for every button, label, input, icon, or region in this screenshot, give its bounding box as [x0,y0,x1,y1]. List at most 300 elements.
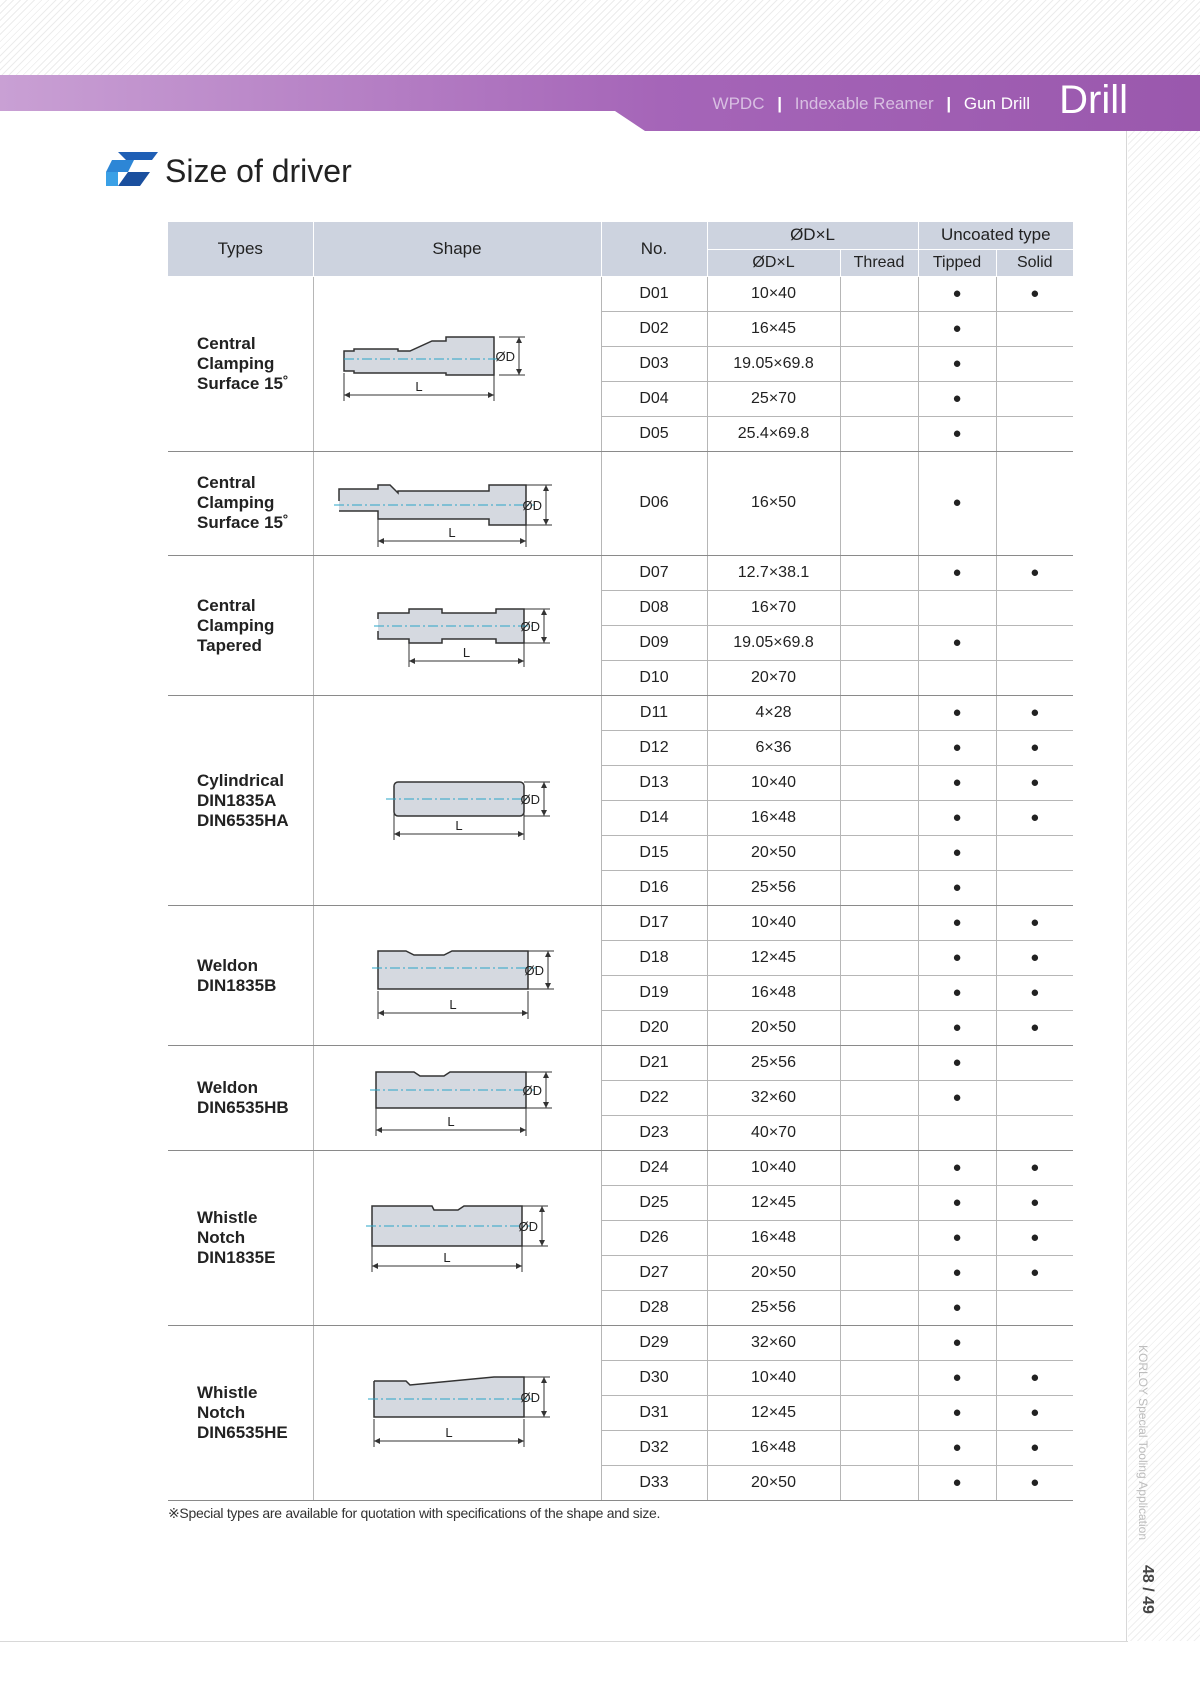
availability-dot: ● [952,1019,962,1037]
breadcrumb-nav [713,94,1030,114]
availability-dot: ● [952,879,962,897]
availability-dot: ● [952,1159,962,1177]
no-cell: D24 [601,1151,707,1186]
availability-dot: ● [1030,1264,1040,1282]
no-cell: D03 [601,346,707,381]
tipped-cell [918,731,996,766]
no-cell: D17 [601,906,707,941]
tipped-cell [918,1221,996,1256]
tipped-cell [918,1186,996,1221]
tipped-cell [918,451,996,556]
type-line: Surface 15˚ [197,513,289,533]
type-line: Central [197,595,256,615]
length-label: L [448,997,457,1013]
no-cell: D09 [601,626,707,661]
thread-cell [840,836,918,871]
tipped-cell [918,346,996,381]
no-cell: D18 [601,941,707,976]
diameter-label: ØD [522,1082,542,1098]
availability-dot: ● [952,1264,962,1282]
availability-dot: ● [952,704,962,722]
solid-cell [996,1046,1073,1081]
no-cell: D21 [601,1046,707,1081]
availability-dot: ● [1030,1194,1040,1212]
type-line: Whistle [197,1383,258,1403]
thread-cell [840,381,918,416]
no-cell: D12 [601,731,707,766]
driver-shape-drawing [314,1160,602,1317]
availability-dot: ● [1030,1369,1040,1387]
shape-cell [313,1151,601,1326]
diameter-label: ØD [495,349,515,364]
availability-dot: ● [952,1404,962,1422]
diameter-label: ØD [520,791,540,807]
shape-cell [313,1326,601,1501]
length-label: L [444,1424,453,1440]
diameter-label: ØD [520,618,540,634]
dl-cell: 25×56 [707,1046,840,1081]
no-cell: D13 [601,766,707,801]
header-types: Types [168,222,313,276]
table-row [168,906,1073,941]
type-line: Clamping [197,353,275,373]
solid-cell [996,906,1073,941]
thread-cell [840,1221,918,1256]
solid-cell [996,1081,1073,1116]
dl-cell: 10×40 [707,766,840,801]
thread-cell [840,1466,918,1501]
type-cell [168,451,313,556]
availability-dot: ● [952,949,962,967]
type-line: Central [197,473,256,493]
thread-cell [840,906,918,941]
type-line: Notch [197,1403,246,1423]
tipped-cell [918,1361,996,1396]
no-cell: D01 [601,276,707,311]
dl-cell: 25×56 [707,1291,840,1326]
type-cell [168,1326,313,1501]
header-solid: Solid [996,249,1073,276]
table-row [168,276,1073,311]
dl-cell: 16×48 [707,1431,840,1466]
no-cell: D06 [601,451,707,556]
table-row [168,1151,1073,1186]
length-label: L [446,1113,455,1129]
no-cell: D32 [601,1431,707,1466]
dl-cell: 20×50 [707,836,840,871]
availability-dot: ● [952,389,962,407]
no-cell: D28 [601,1291,707,1326]
dl-cell: 19.05×69.8 [707,346,840,381]
type-line: Clamping [197,493,275,513]
no-cell: D30 [601,1361,707,1396]
solid-cell [996,941,1073,976]
header-dl-sub: ØD×L [707,249,840,276]
availability-dot: ● [1030,1229,1040,1247]
tipped-cell [918,591,996,626]
diameter-label: ØD [522,498,542,514]
driver-shape-drawing [314,1052,602,1145]
no-cell: D25 [601,1186,707,1221]
solid-cell [996,1186,1073,1221]
availability-dot: ● [1030,284,1040,302]
availability-dot: ● [952,809,962,827]
availability-dot: ● [1030,1439,1040,1457]
tipped-cell [918,1291,996,1326]
solid-cell [996,801,1073,836]
no-cell: D07 [601,556,707,591]
header-hatch [0,0,1200,75]
diameter-label: ØD [518,1218,538,1234]
no-cell: D22 [601,1081,707,1116]
thread-cell [840,661,918,696]
no-cell: D08 [601,591,707,626]
solid-cell [996,1151,1073,1186]
availability-dot: ● [1030,1404,1040,1422]
no-cell: D29 [601,1326,707,1361]
type-cell [168,276,313,451]
no-cell: D31 [601,1396,707,1431]
tipped-cell [918,1116,996,1151]
type-line: DIN1835A [197,790,277,810]
availability-dot: ● [1030,564,1040,582]
solid-cell [996,626,1073,661]
tipped-cell [918,1466,996,1501]
thread-cell [840,1186,918,1221]
tipped-cell [918,556,996,591]
availability-dot: ● [952,634,962,652]
page-number: 48 / 49 [1139,1565,1156,1614]
section-title: Drill [1059,78,1128,122]
availability-dot: ● [952,354,962,372]
type-cell [168,1151,313,1326]
tipped-cell [918,696,996,731]
thread-cell [840,1151,918,1186]
tipped-cell [918,661,996,696]
header-dl: ØD×L [707,222,918,249]
table-row [168,451,1073,556]
availability-dot: ● [952,1439,962,1457]
driver-size-table [168,222,1073,1501]
no-cell: D33 [601,1466,707,1501]
dl-cell: 19.05×69.8 [707,626,840,661]
availability-dot: ● [1030,984,1040,1002]
type-cell [168,1046,313,1151]
driver-shape-drawing [314,453,602,553]
thread-cell [840,626,918,661]
type-line: Weldon [197,955,259,975]
thread-cell [840,346,918,381]
solid-cell [996,1326,1073,1361]
type-cell [168,906,313,1046]
solid-cell [996,836,1073,871]
type-line: DIN6535HA [197,810,289,830]
length-label: L [442,1249,451,1265]
availability-dot: ● [952,1474,962,1492]
thread-cell [840,1256,918,1291]
tipped-cell [918,381,996,416]
driver-shape-drawing [314,311,602,416]
solid-cell [996,1011,1073,1046]
dl-cell: 10×40 [707,906,840,941]
availability-dot: ● [952,774,962,792]
thread-cell [840,696,918,731]
tipped-cell [918,1396,996,1431]
no-cell: D11 [601,696,707,731]
nav-item-indexable-reamer[interactable]: Indexable Reamer [794,94,934,113]
type-line: Weldon [197,1078,259,1098]
no-cell: D23 [601,1116,707,1151]
header-uncoated: Uncoated type [918,222,1073,249]
type-line: DIN6535HB [197,1098,289,1118]
solid-cell [996,661,1073,696]
dl-cell: 25.4×69.8 [707,416,840,451]
thread-cell [840,1396,918,1431]
table-row [168,1046,1073,1081]
solid-cell [996,1256,1073,1291]
type-line: Clamping [197,615,275,635]
no-cell: D05 [601,416,707,451]
shape-cell [313,906,601,1046]
availability-dot: ● [952,564,962,582]
tipped-cell [918,1081,996,1116]
availability-dot: ● [1030,774,1040,792]
solid-cell [996,346,1073,381]
thread-cell [840,556,918,591]
dl-cell: 10×40 [707,276,840,311]
dl-cell: 12.7×38.1 [707,556,840,591]
shape-cell [313,696,601,906]
nav-item-wpdc[interactable]: WPDC [712,94,765,113]
type-line: DIN1835B [197,975,277,995]
dl-cell: 10×40 [707,1361,840,1396]
no-cell: D26 [601,1221,707,1256]
dl-cell: 20×50 [707,1256,840,1291]
solid-cell [996,311,1073,346]
header-thread: Thread [840,249,918,276]
no-cell: D16 [601,871,707,906]
tipped-cell [918,416,996,451]
type-line: Cylindrical [197,770,284,790]
type-line: DIN1835E [197,1248,276,1268]
type-line: Surface 15˚ [197,373,289,393]
tipped-cell [918,941,996,976]
thread-cell [840,1361,918,1396]
driver-shape-drawing [314,913,602,1038]
thread-cell [840,1431,918,1466]
dl-cell: 4×28 [707,696,840,731]
type-line: Tapered [197,635,262,655]
tipped-cell [918,311,996,346]
availability-dot: ● [952,284,962,302]
availability-dot: ● [952,1299,962,1317]
nav-item-gun-drill[interactable]: Gun Drill [963,94,1030,113]
no-cell: D14 [601,801,707,836]
shape-cell [313,451,601,556]
dl-cell: 16×45 [707,311,840,346]
header-no: No. [601,222,707,276]
tipped-cell [918,976,996,1011]
diameter-label: ØD [520,1389,540,1405]
dl-cell: 25×56 [707,871,840,906]
table-row [168,696,1073,731]
type-cell [168,556,313,696]
thread-cell [840,871,918,906]
type-cell [168,696,313,906]
thread-cell [840,731,918,766]
dl-cell: 32×60 [707,1081,840,1116]
thread-cell [840,1116,918,1151]
availability-dot: ● [952,1054,962,1072]
solid-cell [996,416,1073,451]
dl-cell: 25×70 [707,381,840,416]
availability-dot: ● [1030,704,1040,722]
availability-dot: ● [1030,1159,1040,1177]
tipped-cell [918,1256,996,1291]
no-cell: D04 [601,381,707,416]
table-row [168,556,1073,591]
availability-dot: ● [952,1089,962,1107]
dl-cell: 12×45 [707,1396,840,1431]
no-cell: D10 [601,661,707,696]
availability-dot: ● [1030,1474,1040,1492]
tipped-cell [918,1046,996,1081]
availability-dot: ● [1030,914,1040,932]
availability-dot: ● [1030,809,1040,827]
availability-dot: ● [952,1334,962,1352]
solid-cell [996,696,1073,731]
length-label: L [447,525,456,541]
solid-cell [996,766,1073,801]
bottom-divider [0,1641,1128,1642]
availability-dot: ● [952,424,962,442]
nav-separator: | [946,94,952,113]
tipped-cell [918,1011,996,1046]
tipped-cell [918,871,996,906]
solid-cell [996,1361,1073,1396]
solid-cell [996,1396,1073,1431]
dl-cell: 12×45 [707,1186,840,1221]
thread-cell [840,1081,918,1116]
length-label: L [462,644,470,660]
dl-cell: 20×70 [707,661,840,696]
dl-cell: 16×48 [707,976,840,1011]
length-label: L [414,379,423,394]
solid-cell [996,731,1073,766]
availability-dot: ● [952,984,962,1002]
availability-dot: ● [952,844,962,862]
thread-cell [840,1326,918,1361]
tipped-cell [918,1151,996,1186]
korloy-logo-icon [104,150,160,188]
dl-cell: 6×36 [707,731,840,766]
thread-cell [840,1291,918,1326]
availability-dot: ● [952,1194,962,1212]
thread-cell [840,276,918,311]
no-cell: D27 [601,1256,707,1291]
tipped-cell [918,1431,996,1466]
side-label: KORLOY Special Tooling Application [1136,1345,1150,1541]
type-line: Central [197,333,256,353]
solid-cell [996,976,1073,1011]
dl-cell: 10×40 [707,1151,840,1186]
solid-cell [996,1221,1073,1256]
shape-cell [313,556,601,696]
driver-shape-drawing [314,561,602,691]
thread-cell [840,591,918,626]
no-cell: D15 [601,836,707,871]
thread-cell [840,801,918,836]
thread-cell [840,1046,918,1081]
driver-shape-drawing [314,706,602,896]
tipped-cell [918,906,996,941]
thread-cell [840,416,918,451]
dl-cell: 20×50 [707,1011,840,1046]
no-cell: D19 [601,976,707,1011]
dl-cell: 16×50 [707,451,840,556]
solid-cell [996,1431,1073,1466]
type-line: Whistle [197,1208,258,1228]
nav-separator: | [777,94,782,113]
tipped-cell [918,1326,996,1361]
header-shape: Shape [313,222,601,276]
availability-dot: ● [952,494,962,512]
availability-dot: ● [952,1229,962,1247]
length-label: L [454,817,463,833]
thread-cell [840,1011,918,1046]
dl-cell: 16×70 [707,591,840,626]
thread-cell [840,766,918,801]
thread-cell [840,976,918,1011]
tipped-cell [918,626,996,661]
solid-cell [996,1466,1073,1501]
solid-cell [996,276,1073,311]
availability-dot: ● [1030,949,1040,967]
no-cell: D02 [601,311,707,346]
solid-cell [996,451,1073,556]
availability-dot: ● [952,319,962,337]
type-line: Notch [197,1228,246,1248]
tipped-cell [918,836,996,871]
tipped-cell [918,766,996,801]
dl-cell: 16×48 [707,801,840,836]
solid-cell [996,1291,1073,1326]
no-cell: D20 [601,1011,707,1046]
side-divider [1126,131,1127,1641]
page-heading: Size of driver [165,153,352,189]
solid-cell [996,871,1073,906]
dl-cell: 32×60 [707,1326,840,1361]
solid-cell [996,591,1073,626]
tipped-cell [918,276,996,311]
tipped-cell [918,801,996,836]
thread-cell [840,311,918,346]
thread-cell [840,451,918,556]
dl-cell: 16×48 [707,1221,840,1256]
solid-cell [996,381,1073,416]
dl-cell: 20×50 [707,1466,840,1501]
header-tipped: Tipped [918,249,996,276]
solid-cell [996,1116,1073,1151]
diameter-label: ØD [524,963,544,979]
availability-dot: ● [1030,1019,1040,1037]
dl-cell: 12×45 [707,941,840,976]
thread-cell [840,941,918,976]
table-row [168,1326,1073,1361]
availability-dot: ● [952,739,962,757]
solid-cell [996,556,1073,591]
driver-shape-drawing [314,1335,602,1492]
